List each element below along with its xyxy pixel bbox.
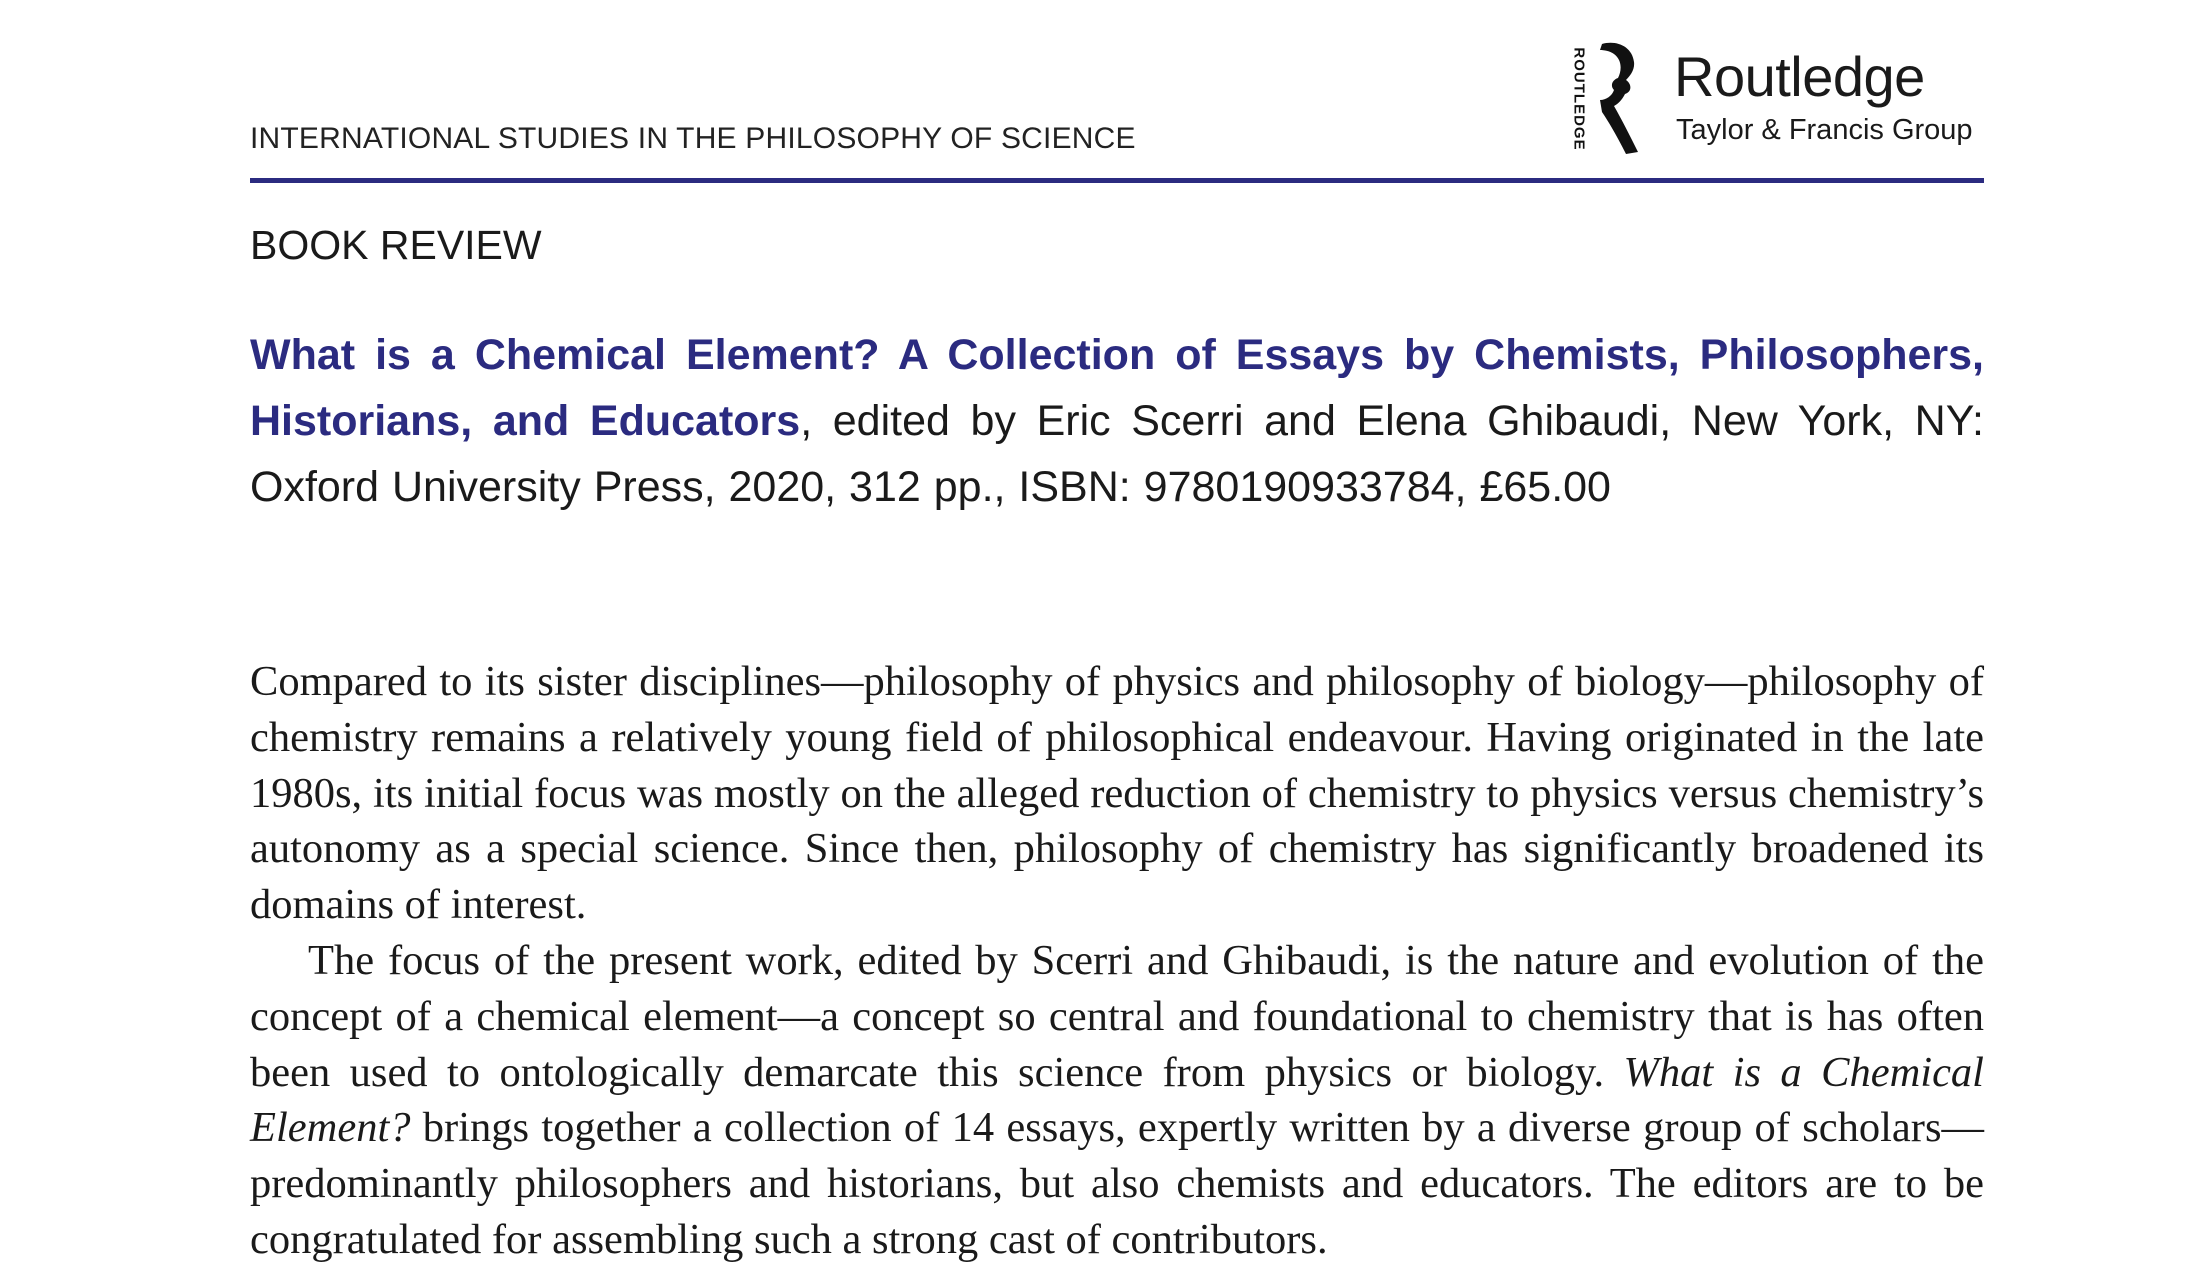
citation-details: , edited by Eric Scerri and Elena Ghibaudi, New York, NY: Oxford University Press, 2020, 312 pp., ISBN: 9780190933784, £65.00	[250, 397, 1984, 511]
header-divider	[250, 178, 1984, 183]
routledge-head-profile-icon	[1592, 40, 1640, 156]
publisher-name: Routledge	[1674, 45, 1925, 108]
section-label: BOOK REVIEW	[250, 222, 542, 268]
book-title: What is a Chemical Element? A Collection of Essays by Chemists, Philosophers, Historians, and Educators	[250, 331, 1984, 445]
publisher-group: Taylor & Francis Group	[1676, 114, 1973, 146]
paragraph-2-start: The focus of the present work, edited by Scerri and Ghibaudi, is the nature and evolution of the concept of a chemical element—a concept so central and foundational to chemistry that is has often been used to ontologically demarcate this science from physics or biology.	[250, 936, 1984, 1096]
review-body	[250, 654, 1984, 1268]
paragraph-2-end: brings together a collection of 14 essays, expertly written by a diverse group of scholars—predominantly philosophers and historians, but also chemists and educators. The editors are to be congratulated for assembling such a strong cast of contributors.	[250, 1104, 1984, 1263]
book-title-italic: What is a Chemical Element?	[250, 1048, 1984, 1152]
paragraph-1: Compared to its sister disciplines—philosophy of physics and philosophy of biology—philosophy of chemistry remains a relatively young field of philosophical endeavour. Having originated in the late 1980s, its initial focus was mostly on the alleged reduction of chemistry to physics versus chemistry’s autonomy as a special science. Since then, philosophy of chemistry has significantly broadened its domains of interest.	[250, 658, 1984, 929]
publisher-logo	[1568, 38, 1988, 158]
book-citation	[250, 322, 1984, 520]
paragraph-2	[250, 933, 1984, 1268]
publisher-vertical-text	[1568, 42, 1590, 156]
publisher-vertical-label: ROUTLEDGE	[1570, 47, 1588, 151]
journal-title: INTERNATIONAL STUDIES IN THE PHILOSOPHY OF SCIENCE	[250, 122, 1136, 155]
